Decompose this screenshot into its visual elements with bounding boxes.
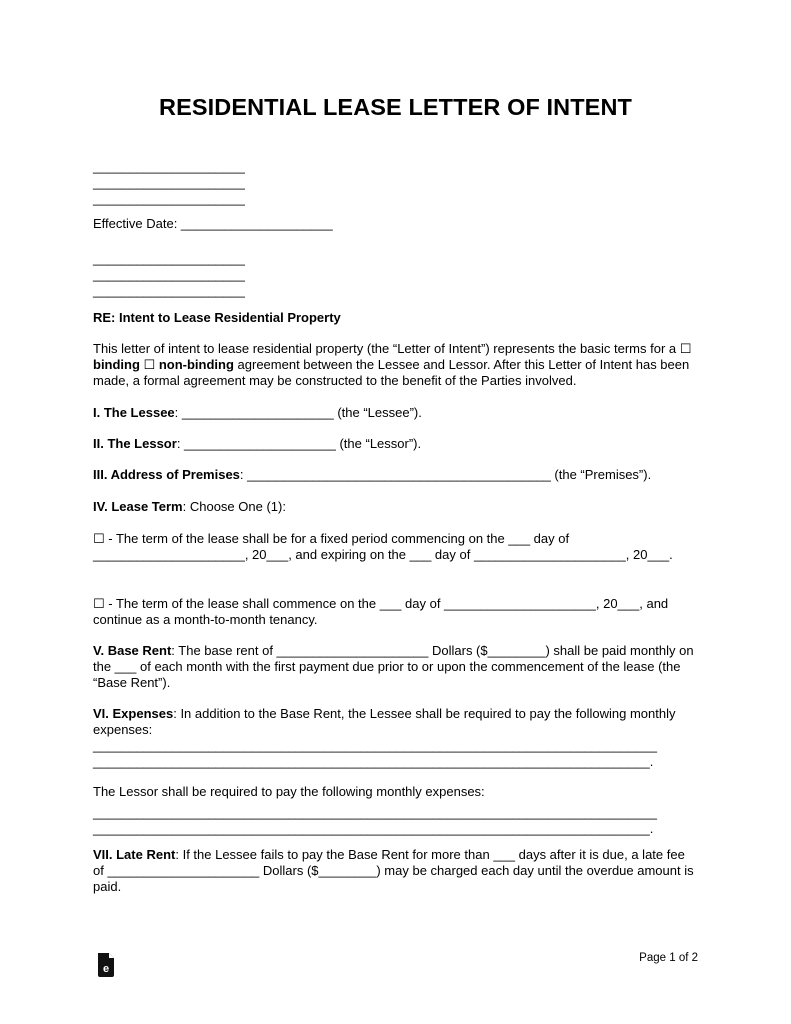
- term-monthly-option: ☐ - The term of the lease shall commence on the ___ day of _____________________, 20___, and continue as a month-to-month tenancy.: [93, 596, 669, 627]
- non-binding-checkbox: ☐: [139, 357, 159, 372]
- expenses-line-1: ______________________________________________________________________________: [93, 738, 657, 753]
- expenses-label: VI. Expenses: [93, 706, 174, 721]
- binding-checkbox: ☐: [679, 341, 692, 356]
- lessee-text: : _____________________ (the “Lessee”).: [174, 405, 422, 420]
- effective-date-blank: _____________________: [180, 216, 333, 231]
- expenses-text: : In addition to the Base Rent, the Lessee shall be required to pay the following monthly expenses:: [93, 706, 676, 737]
- sender-line-3: _____________________: [93, 191, 245, 206]
- base-rent-section: [93, 643, 698, 691]
- recipient-line-1: _____________________: [93, 251, 245, 266]
- late-rent-section: [93, 847, 698, 895]
- premises-section: [93, 467, 651, 483]
- expenses-section: [93, 706, 698, 738]
- sender-line-2: _____________________: [93, 175, 245, 190]
- late-rent-text: : If the Lessee fails to pay the Base Rent for more than ___ days after it is due, a late fee of _____________________ Dollars ($________) may be charged each day until the overdue amount is paid.: [93, 847, 694, 894]
- lessor-text: : _____________________ (the “Lessor”).: [176, 436, 422, 451]
- effective-date-label: Effective Date:: [93, 216, 181, 231]
- binding-label: binding: [93, 357, 140, 372]
- svg-text:e: e: [102, 963, 110, 975]
- lessor-expenses-line-2: _____________________________________________________________________________.: [93, 821, 654, 836]
- late-rent-label: VII. Late Rent: [93, 847, 176, 862]
- eforms-logo-icon: [96, 953, 116, 977]
- recipient-line-2: _____________________: [93, 267, 245, 282]
- lessee-section: [93, 405, 422, 421]
- premises-text: : __________________________________________ (the “Premises”).: [239, 467, 652, 482]
- term-fixed-option: ☐ - The term of the lease shall be for a fixed period commencing on the ___ day of _____________________, 20___, and expiring on the ___ day of _____________________, 20___.: [93, 531, 673, 562]
- intro-text-1: This letter of intent to lease residential property (the “Letter of Intent”) represents the basic terms for a: [93, 341, 680, 356]
- lease-term-text: : Choose One (1):: [182, 499, 286, 514]
- lessor-label: II. The Lessor: [93, 436, 177, 451]
- intro-paragraph: [93, 341, 698, 389]
- lessor-section: [93, 436, 421, 452]
- lessee-label: I. The Lessee: [93, 405, 175, 420]
- base-rent-label: V. Base Rent: [93, 643, 172, 658]
- lease-term-section: [93, 499, 286, 515]
- recipient-line-3: _____________________: [93, 283, 245, 298]
- document-title: RESIDENTIAL LEASE LETTER OF INTENT: [159, 94, 632, 120]
- page-number: Page 1 of 2: [639, 952, 698, 964]
- premises-label: III. Address of Premises: [93, 467, 240, 482]
- re-line: RE: Intent to Lease Residential Property: [93, 310, 341, 325]
- non-binding-label: non-binding: [158, 357, 234, 372]
- base-rent-text: : The base rent of _____________________ Dollars ($________) shall be paid monthly on the ___ of each month with the first payment due prior to or upon the commencement of the lease (the “Base Rent”).: [93, 643, 694, 690]
- effective-date: [93, 216, 333, 232]
- lease-term-label: IV. Lease Term: [93, 499, 183, 514]
- lessor-expenses-text: The Lessor shall be required to pay the following monthly expenses:: [93, 784, 485, 799]
- expenses-line-2: _____________________________________________________________________________.: [93, 754, 654, 769]
- intro-text-2: agreement between the Lessee and Lessor. After this Letter of Intent has been made, a formal agreement may be constructed to the benefit of the Parties involved.: [93, 357, 690, 388]
- lessor-expenses-line-1: ______________________________________________________________________________: [93, 805, 657, 820]
- sender-line-1: _____________________: [93, 159, 245, 174]
